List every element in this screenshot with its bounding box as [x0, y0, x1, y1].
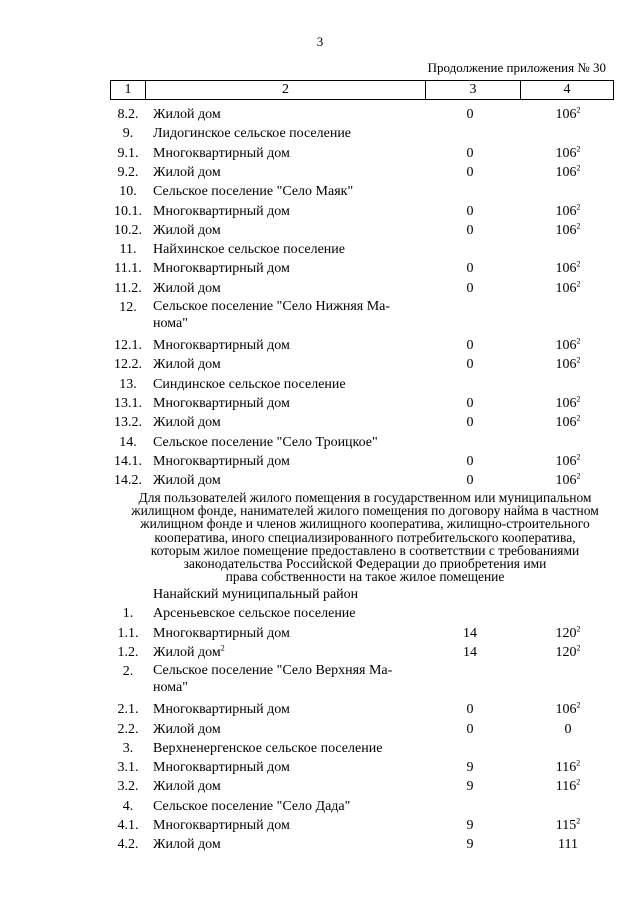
header-col-1: 1	[111, 81, 146, 99]
table-row	[0, 375, 640, 394]
row-value-col4: $106^2$	[555, 221, 581, 238]
row-number: 10.2.	[114, 222, 142, 238]
row-label: Арсеньевское сельское поселение	[153, 606, 356, 622]
table-header	[110, 80, 614, 100]
value-superscript: 2	[576, 623, 581, 633]
row-value-col3: 0	[466, 473, 474, 489]
row-number: 4.	[122, 798, 134, 814]
value-superscript: 2	[576, 355, 581, 365]
row-number: 12.1.	[114, 338, 142, 353]
table-row	[0, 777, 640, 796]
row-number: 3.1.	[117, 760, 139, 776]
row-value-col3: 0	[466, 415, 474, 431]
row-label: Многоквартирный дом	[153, 338, 290, 353]
row-value-col4: $106^2$	[555, 471, 581, 489]
value-superscript: 2	[576, 201, 581, 211]
row-label: Жилой дом	[153, 107, 221, 122]
value-superscript: 2	[576, 816, 581, 826]
continuation-label: Продолжение приложения № 30	[427, 60, 606, 75]
row-value-col3: 0	[466, 145, 474, 161]
row-value-col4: $106^2$	[555, 452, 581, 469]
row-value-col3: 9	[466, 818, 474, 833]
row-number: 1.2.	[117, 644, 139, 660]
row-number: 2.2.	[117, 721, 139, 737]
row-number: 4.1.	[117, 818, 139, 833]
row-value-col3: 9	[466, 779, 474, 795]
page-number: 3	[316, 34, 324, 49]
value-superscript: 2	[576, 163, 581, 173]
header-col-2: 2	[146, 81, 426, 99]
row-value-col3: 14	[463, 625, 477, 641]
table-row	[0, 720, 640, 739]
row-number: 13.2.	[114, 415, 142, 431]
row-value-col3: 0	[466, 395, 474, 411]
label-superscript: 2	[220, 643, 225, 653]
row-number: 14.2.	[114, 473, 142, 489]
value-superscript: 2	[576, 700, 581, 710]
table-row	[0, 413, 640, 432]
row-value-col3: 9	[466, 837, 474, 853]
row-number: 2.	[122, 664, 134, 680]
value-superscript: 2	[576, 279, 581, 289]
table-row	[0, 124, 640, 143]
row-value-col3: 0	[466, 222, 474, 238]
value-superscript: 2	[576, 105, 581, 115]
row-number: 9.1.	[117, 145, 139, 161]
row-number: 10.1.	[114, 203, 142, 219]
row-label: Сельское поселение "Село Нижняя Ма- нома"	[153, 299, 391, 331]
row-value-col4: $116^2$	[555, 777, 581, 795]
row-value-col3: 0	[466, 164, 474, 180]
header-col-4: 4	[563, 82, 571, 97]
value-superscript: 2	[576, 758, 581, 768]
row-value-col4: $106^2$	[555, 413, 581, 431]
row-value-col4: $115^2$	[555, 816, 581, 833]
row-number: 3.2.	[117, 779, 139, 795]
table-row	[0, 758, 640, 777]
row-label: Жилой дом	[153, 164, 221, 180]
table-row	[0, 662, 640, 700]
row-number: 8.2.	[117, 107, 139, 122]
row-label: Жилой дом	[153, 721, 221, 737]
table-row	[0, 433, 640, 452]
table-row	[0, 394, 640, 413]
row-label: Сельское поселение "Село Верхняя Ма- нома"	[153, 663, 393, 696]
row-label: Многоквартирный дом	[153, 625, 290, 641]
row-label: Сельское поселение "Село Дада"	[153, 798, 351, 814]
row-number: 2.1.	[117, 702, 139, 718]
row-number: 13.	[119, 376, 137, 392]
row-value-col4: 111	[558, 837, 578, 853]
table-row	[0, 240, 640, 259]
row-number: 1.1.	[117, 625, 139, 641]
table-row	[0, 355, 640, 374]
value-superscript: 2	[576, 336, 581, 346]
row-value-col3: 0	[466, 453, 474, 469]
row-number: 13.1.	[114, 395, 142, 411]
value-superscript: 2	[576, 413, 581, 423]
row-label: Верхненергенское сельское поселение	[153, 740, 383, 756]
value-superscript: 2	[576, 221, 581, 231]
table-row	[0, 700, 640, 719]
row-label: Жилой дом	[153, 473, 221, 489]
row-label: Сельское поселение "Село Маяк"	[153, 184, 354, 200]
table-row	[0, 643, 640, 662]
row-value-col3: 0	[466, 107, 474, 122]
row-label: Синдинское сельское поселение	[153, 376, 346, 392]
table-row	[0, 259, 640, 278]
row-label: Жилой дом$^2$	[153, 643, 225, 660]
row-value-col3: 9	[466, 760, 474, 776]
row-value-col3: 0	[466, 357, 474, 373]
row-label: Многоквартирный дом	[153, 818, 290, 833]
row-label: Многоквартирный дом	[153, 261, 290, 277]
row-value-col4: $106^2$	[555, 394, 581, 411]
row-number: 4.2.	[117, 837, 139, 853]
value-superscript: 2	[576, 643, 581, 653]
row-number: 11.	[119, 242, 137, 258]
row-value-col4: $106^2$	[555, 105, 581, 122]
value-superscript: 2	[576, 777, 581, 787]
table-row	[0, 105, 640, 124]
table-row	[0, 163, 640, 182]
row-value-col4: 0	[564, 721, 572, 737]
row-label: Сельское поселение "Село Троицкое"	[153, 434, 378, 450]
value-superscript: 2	[576, 471, 581, 481]
row-number: 9.	[122, 126, 134, 142]
row-number: 11.1.	[114, 261, 142, 277]
table-row	[0, 202, 640, 221]
row-number: 10.	[119, 184, 137, 200]
row-label: Жилой дом	[153, 837, 221, 853]
table-row	[0, 298, 640, 336]
row-value-col4: $106^2$	[555, 143, 581, 161]
row-number: 12.2.	[114, 357, 142, 373]
row-label: Многоквартирный дом	[153, 203, 290, 219]
table-row	[0, 221, 640, 240]
table-row	[0, 279, 640, 298]
row-value-col4: $106^2$	[555, 163, 581, 180]
row-label: Найхинское сельское поселение	[153, 242, 345, 258]
row-value-col3: 0	[466, 702, 474, 718]
table-row	[0, 452, 640, 471]
value-superscript: 2	[576, 143, 581, 153]
row-label: Лидогинское сельское поселение	[153, 126, 352, 142]
table-row	[0, 604, 640, 623]
row-value-col4: $106^2$	[555, 355, 581, 373]
row-value-col3: 0	[466, 261, 474, 277]
row-value-col4: $106^2$	[555, 201, 581, 219]
table-row	[0, 336, 640, 355]
row-value-col4: $116^2$	[555, 758, 581, 776]
row-number: 3.	[122, 740, 134, 756]
value-superscript: 2	[576, 452, 581, 462]
table-row	[0, 585, 640, 604]
table-row	[0, 471, 640, 490]
row-value-col3: 14	[463, 644, 477, 660]
row-number: 9.2.	[117, 164, 139, 180]
row-label: Многоквартирный дом	[153, 145, 290, 161]
row-label: Многоквартирный дом	[153, 702, 290, 718]
table-row	[0, 739, 640, 758]
row-value-col4: $120^2$	[555, 643, 581, 660]
row-value-col4: $106^2$	[555, 700, 581, 718]
table-row	[0, 835, 640, 854]
row-label: Многоквартирный дом	[153, 453, 290, 469]
section-heading-paragraph: Для пользователей жилого помещения в государственном или муниципальном жилищном фонде, нанимателей жилого помещения по договору найма в частном жилищном фонде и членов жилищного кооператива, жилищно-строительного кооператива, иного специализированного потребительского кооператива, которым жилое помещение предоставлено в соответствии с требованиями законодательства Российской Федерации до приобретения ими права собственности на такое жилое помещение	[131, 490, 599, 585]
row-value-col3: 0	[466, 338, 474, 353]
row-label: Жилой дом	[153, 280, 221, 296]
row-value-col4: $120^2$	[555, 623, 581, 641]
value-superscript: 2	[576, 259, 581, 269]
table-row	[0, 144, 640, 163]
row-value-col3: 0	[466, 721, 474, 737]
table-row	[0, 816, 640, 835]
row-label: Жилой дом	[153, 415, 221, 431]
row-number: 11.2.	[114, 280, 142, 296]
value-superscript: 2	[576, 394, 581, 404]
table-row	[0, 624, 640, 643]
row-label: Жилой дом	[153, 779, 221, 795]
table-row	[0, 797, 640, 816]
row-number: 14.	[119, 434, 137, 450]
row-value-col4: $106^2$	[555, 336, 581, 353]
row-value-col3: 0	[466, 280, 474, 296]
header-col-3: 3	[426, 81, 521, 99]
row-label: Многоквартирный дом	[153, 395, 290, 411]
row-number: 14.1.	[114, 453, 142, 469]
row-label: Нанайский муниципальный район	[153, 587, 359, 602]
row-value-col3: 0	[466, 203, 474, 219]
row-value-col4: $106^2$	[555, 279, 581, 296]
row-number: 12.	[119, 300, 137, 315]
row-label: Многоквартирный дом	[153, 760, 290, 776]
row-label: Жилой дом	[153, 222, 221, 238]
table-row	[0, 182, 640, 201]
row-number: 1.	[122, 606, 134, 622]
row-label: Жилой дом	[153, 357, 221, 373]
row-value-col4: $106^2$	[555, 259, 581, 277]
